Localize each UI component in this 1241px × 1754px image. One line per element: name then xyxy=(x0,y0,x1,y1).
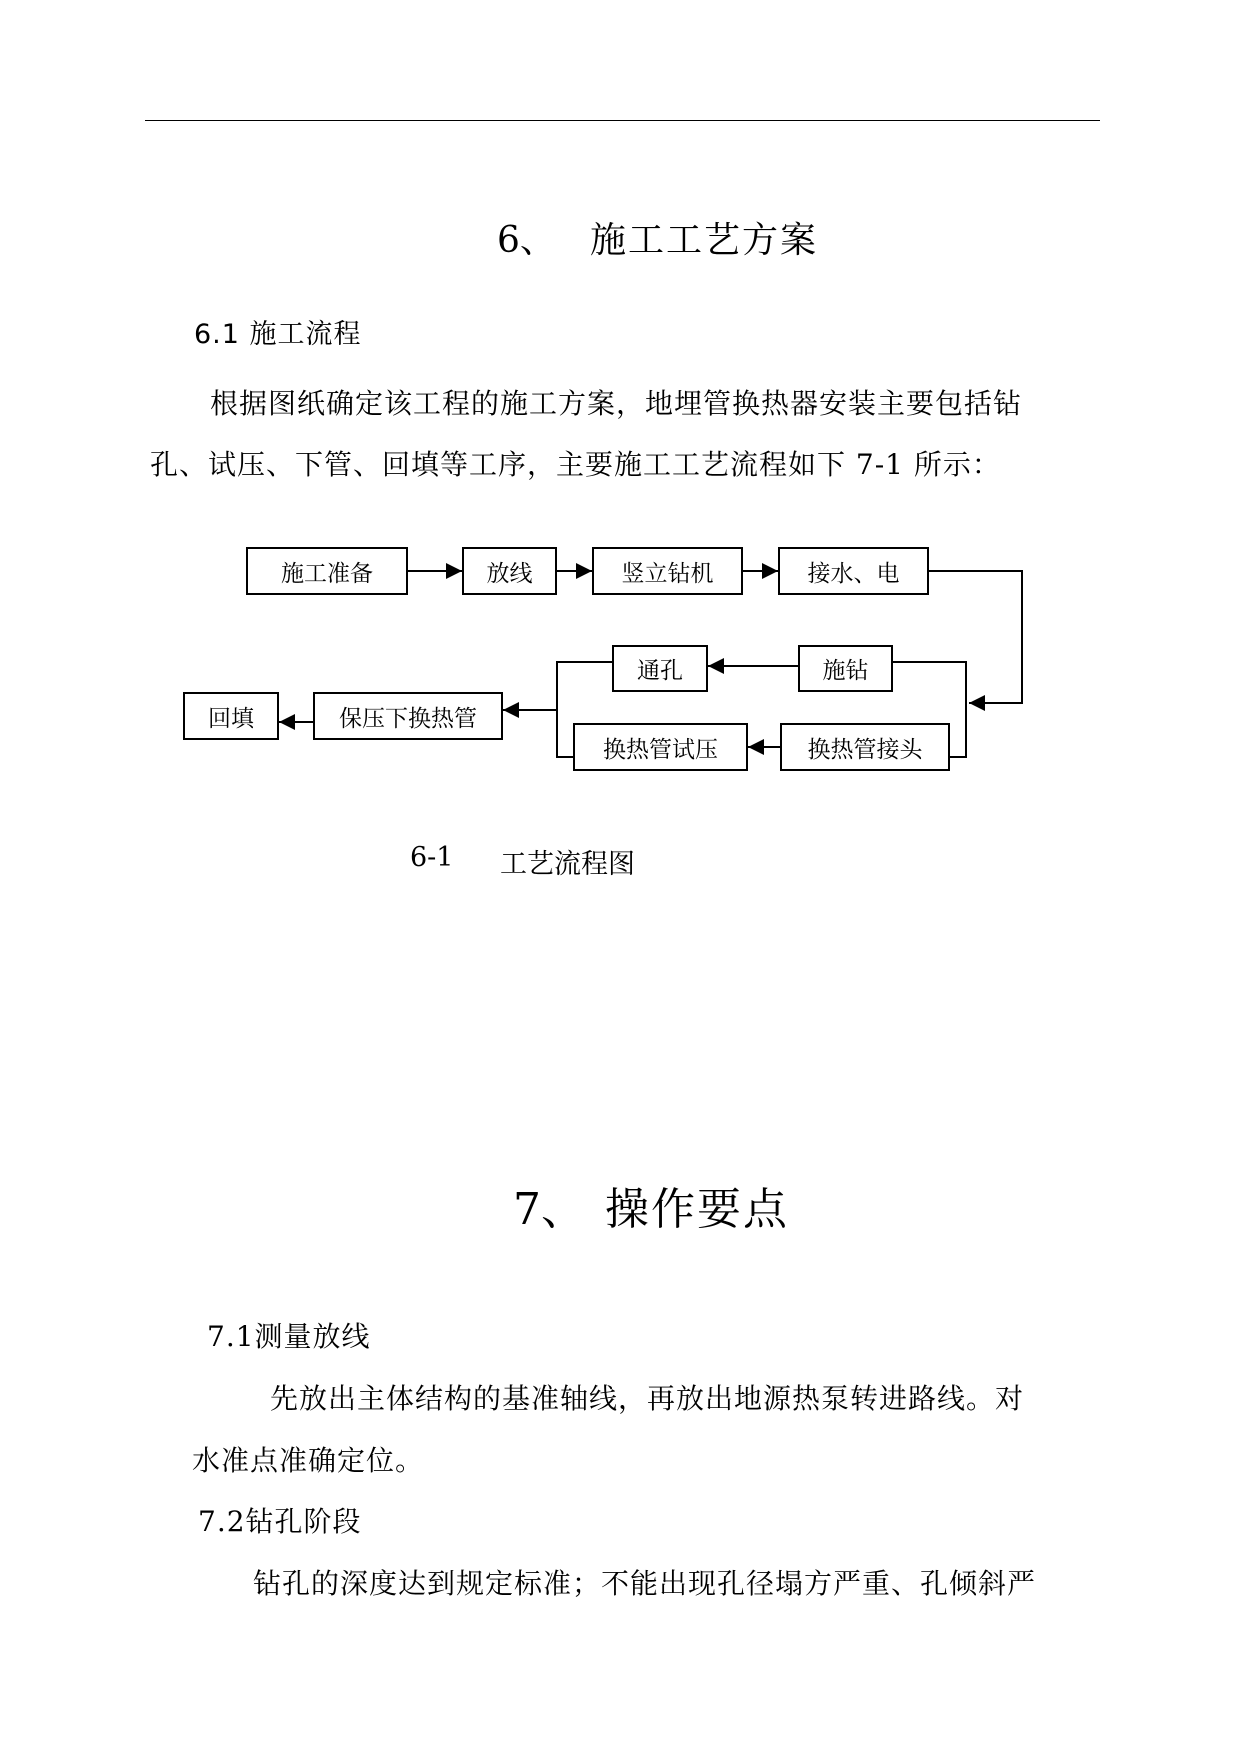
flow-box-joint xyxy=(780,723,950,771)
flow-box-rig xyxy=(592,547,743,595)
flow-label-joint: 换热管接头 xyxy=(807,736,923,763)
flow-label-pressure-test: 换热管试压 xyxy=(603,736,718,763)
flow-label-drill: 施钻 xyxy=(822,658,869,684)
flow-label-backfill: 回填 xyxy=(208,705,254,732)
flow-box-layout xyxy=(462,547,557,595)
paragraph-7-2-line-1: 钻孔的深度达到规定标准；不能出现孔径塌方严重、孔倾斜严 xyxy=(253,1567,1037,1600)
subsection-7-1-heading: 7.1测量放线 xyxy=(207,1320,371,1353)
figure-number: 6-1 xyxy=(410,842,454,873)
paragraph-6-1-line-1: 根据图纸确定该工程的施工方案，地埋管换热器安装主要包括钻 xyxy=(210,387,1023,420)
figure-caption: 工艺流程图 xyxy=(500,849,635,880)
paragraph-6-1-line-2: 孔、试压、下管、回填等工序，主要施工工艺流程如下 7-1 所示： xyxy=(150,448,1001,481)
subsection-7-2-heading: 7.2钻孔阶段 xyxy=(198,1505,362,1538)
section-6-number: 6、 xyxy=(497,220,556,261)
flow-box-hole xyxy=(612,645,708,692)
connector-utilities-to-branch xyxy=(929,571,1022,703)
paragraph-7-1-line-1: 先放出主体结构的基准轴线，再放出地源热泵转进路线。对 xyxy=(270,1382,1025,1415)
flow-box-lower-pipe xyxy=(313,692,503,740)
flow-box-drill xyxy=(798,645,893,692)
section-7-title: 操作要点 xyxy=(605,1184,789,1235)
flow-box-utilities xyxy=(778,547,929,595)
flow-label-utilities: 接水、电 xyxy=(807,560,900,587)
section-6-title: 施工工艺方案 xyxy=(590,220,819,261)
section-7-number: 7、 xyxy=(513,1184,585,1235)
flow-box-backfill xyxy=(183,692,279,740)
subsection-6-1-heading: 6.1 施工流程 xyxy=(194,319,362,350)
flow-label-rig: 竖立钻机 xyxy=(621,560,714,587)
flow-box-pressure-test xyxy=(573,723,748,771)
flow-label-prep: 施工准备 xyxy=(281,560,373,587)
paragraph-7-1-line-2: 水准点准确定位。 xyxy=(192,1444,425,1477)
flow-label-layout: 放线 xyxy=(486,560,533,587)
flow-label-lower-pipe: 保压下换热管 xyxy=(339,705,477,732)
flow-box-prep xyxy=(246,547,408,595)
flow-label-hole: 通孔 xyxy=(637,658,683,684)
